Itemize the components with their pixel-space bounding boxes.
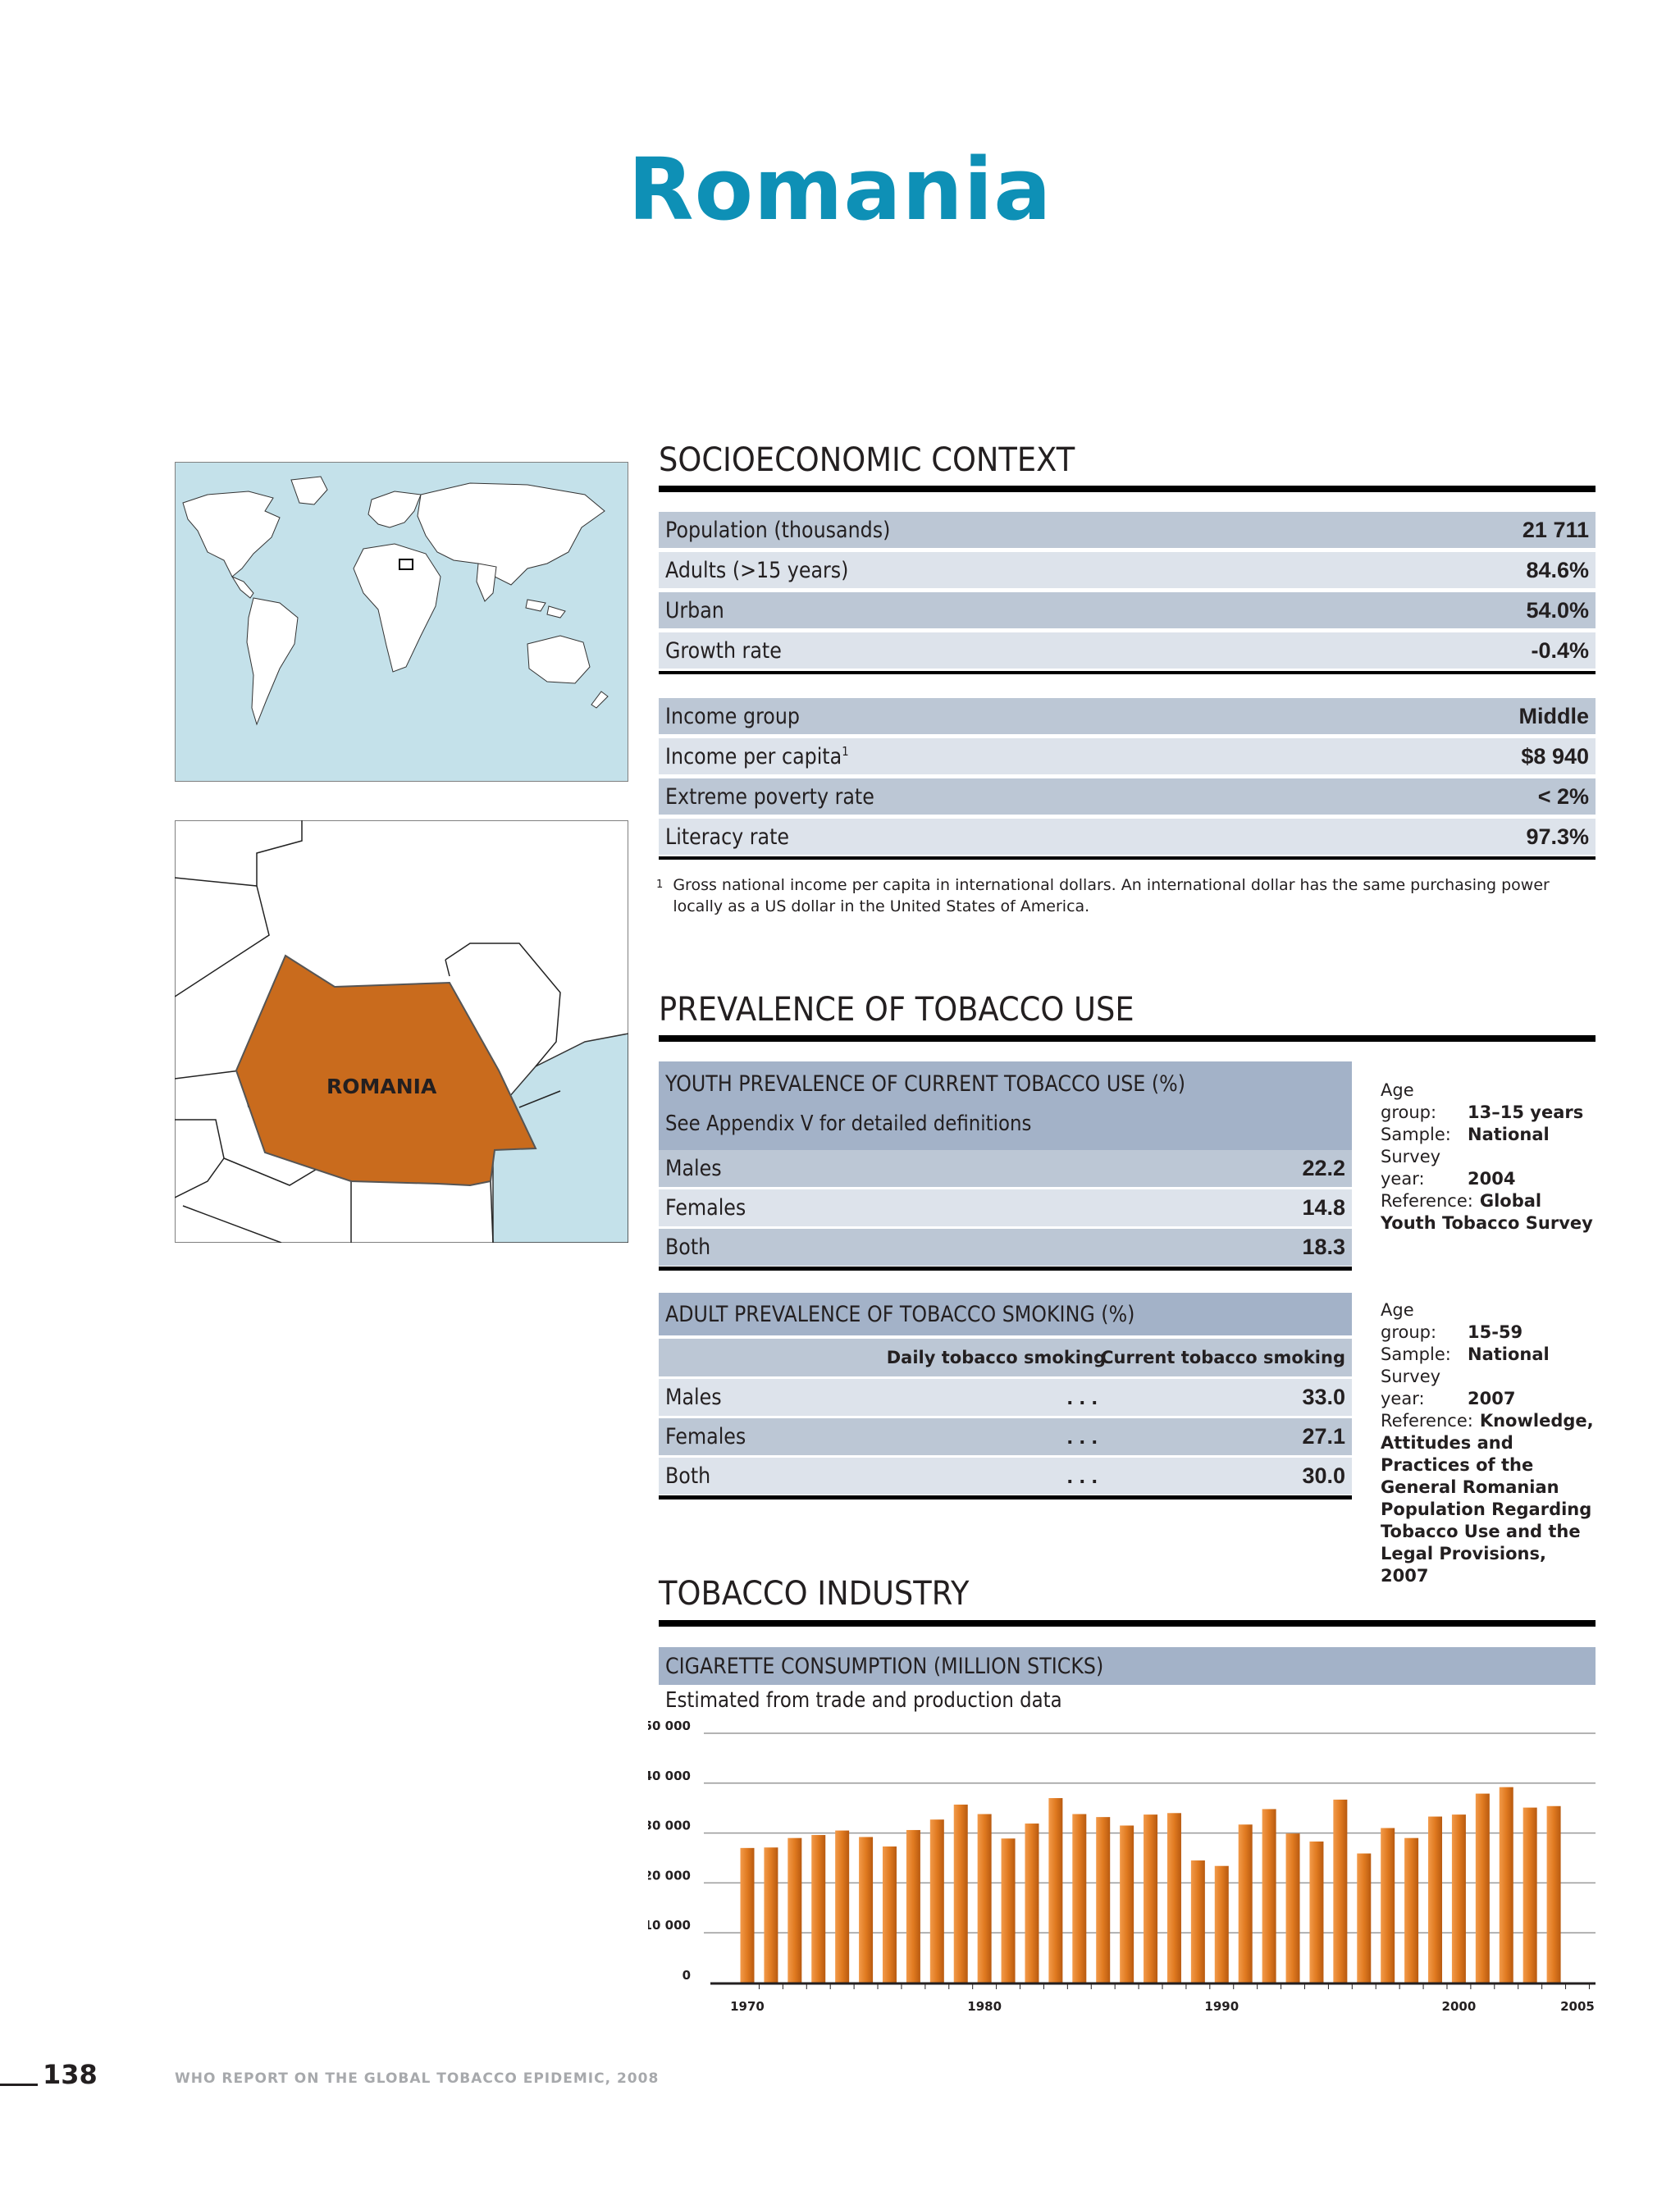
- youth-metadata: Age group: 13–15 years Sample: National Survey year: 2004 Reference: Global Youth Tobacco Survey: [1381, 1080, 1593, 1233]
- bar: [1144, 1814, 1157, 1983]
- y-tick-label: 20 000: [648, 1868, 691, 1883]
- y-tick-label: 0: [682, 1968, 691, 1983]
- bar: [1262, 1809, 1276, 1983]
- bar: [1025, 1824, 1039, 1983]
- section-rule: [659, 1620, 1596, 1627]
- socio-row: Population (thousands) 21 711: [659, 512, 1596, 550]
- bar: [741, 1848, 755, 1983]
- chart-subtitle: Estimated from trade and production data: [665, 1688, 1062, 1713]
- bar: [1096, 1817, 1110, 1983]
- bar: [978, 1814, 992, 1983]
- regional-map: [175, 820, 628, 1243]
- y-tick-label: 50 000: [648, 1719, 691, 1733]
- socio-row: Urban 54.0%: [659, 592, 1596, 631]
- table-bottom-rule: [659, 856, 1596, 860]
- socio-row: Extreme poverty rate < 2%: [659, 778, 1596, 817]
- consumption-chart: [648, 1719, 1600, 2026]
- x-tick-label: 1980: [967, 1999, 1002, 2014]
- bar: [1476, 1794, 1490, 1983]
- bar: [1357, 1854, 1371, 1983]
- table-bottom-rule: [659, 671, 1596, 674]
- bar: [1120, 1825, 1134, 1983]
- x-tick-label: 1970: [730, 1999, 765, 2014]
- country-label: ROMANIA: [326, 1075, 437, 1098]
- bar: [1500, 1787, 1513, 1983]
- bar: [1381, 1828, 1395, 1983]
- socio-row: Income per capita$^1$ $8 940: [659, 738, 1596, 777]
- youth-row: Both 18.3: [659, 1229, 1352, 1268]
- bar: [1452, 1814, 1466, 1983]
- socioeconomic-heading: SOCIOECONOMIC CONTEXT: [659, 441, 1075, 479]
- col-daily: Daily tobacco smoking: [886, 1348, 1106, 1367]
- bar: [1002, 1838, 1016, 1983]
- bar: [1309, 1842, 1323, 1983]
- world-map: [175, 462, 628, 782]
- adult-row: Females . . . 27.1: [659, 1418, 1352, 1458]
- socio-row: Adults (>15 years) 84.6%: [659, 552, 1596, 591]
- section-rule: [659, 1035, 1596, 1042]
- bar: [1167, 1813, 1181, 1983]
- bar: [1286, 1833, 1300, 1983]
- bar: [1523, 1808, 1537, 1983]
- bar: [1191, 1860, 1205, 1983]
- col-current: Current tobacco smoking: [1101, 1348, 1345, 1367]
- youth-row: Males 22.2: [659, 1150, 1352, 1189]
- bar: [859, 1837, 873, 1983]
- table-bottom-rule: [659, 1267, 1352, 1271]
- footer-rule: [0, 2084, 38, 2086]
- bar: [811, 1835, 825, 1983]
- report-title: WHO REPORT ON THE GLOBAL TOBACCO EPIDEMIC, 2008: [175, 2070, 660, 2087]
- bar: [883, 1846, 897, 1983]
- socio-row: Growth rate -0.4%: [659, 632, 1596, 671]
- adult-row: Both . . . 30.0: [659, 1458, 1352, 1497]
- adult-metadata: Age group: 15-59 Sample: National Survey year: 2007 Reference: Knowledge, Attitudes and Practices of the General Romanian Population Regarding Tobacco Use and the Legal Provisions, 2007: [1381, 1300, 1594, 1586]
- chart-title: CIGARETTE CONSUMPTION (MILLION STICKS): [665, 1653, 1104, 1679]
- youth-title: YOUTH PREVALENCE OF CURRENT TOBACCO USE (%): [665, 1071, 1185, 1097]
- socio-row: Income group Middle: [659, 698, 1596, 737]
- y-tick-label: 40 000: [648, 1768, 691, 1783]
- page-title: Romania: [628, 139, 1052, 240]
- bar: [1547, 1806, 1561, 1983]
- bar: [1428, 1817, 1442, 1983]
- industry-heading: TOBACCO INDUSTRY: [659, 1575, 970, 1613]
- y-tick-label: 10 000: [648, 1918, 691, 1933]
- bar: [1239, 1824, 1253, 1983]
- prevalence-heading: PREVALENCE OF TOBACCO USE: [659, 991, 1134, 1029]
- bar: [788, 1838, 801, 1983]
- youth-subtitle: See Appendix V for detailed definitions: [665, 1111, 1032, 1136]
- socio-row: Literacy rate 97.3%: [659, 819, 1596, 857]
- bar: [835, 1831, 849, 1983]
- x-tick-label: 1990: [1204, 1999, 1239, 2014]
- footnote: $^1$ Gross national income per capita in international dollars. An international dollar has the same purchasing power locally as a US dollar in the United States of America.: [656, 876, 1550, 915]
- bar: [1404, 1838, 1418, 1983]
- adult-row: Males . . . 33.0: [659, 1379, 1352, 1418]
- table-bottom-rule: [659, 1495, 1352, 1499]
- youth-header: [659, 1061, 1352, 1150]
- x-tick-label: 2005: [1560, 1999, 1595, 2014]
- bar: [1048, 1798, 1062, 1983]
- bar: [954, 1805, 968, 1983]
- adult-header: [659, 1293, 1352, 1335]
- bar: [906, 1830, 920, 1983]
- x-tick-label: 2000: [1441, 1999, 1477, 2014]
- bar: [930, 1819, 944, 1983]
- adult-column-headers: [659, 1339, 1352, 1376]
- y-tick-label: 30 000: [648, 1818, 691, 1833]
- bar: [1333, 1800, 1347, 1983]
- bar: [1072, 1814, 1086, 1983]
- bar: [1215, 1866, 1229, 1983]
- section-rule: [659, 486, 1596, 492]
- page-number: 138: [43, 2059, 98, 2090]
- chart-title-bar: [659, 1647, 1596, 1685]
- bar: [764, 1847, 778, 1983]
- adult-title: ADULT PREVALENCE OF TOBACCO SMOKING (%): [665, 1301, 1135, 1327]
- youth-row: Females 14.8: [659, 1189, 1352, 1229]
